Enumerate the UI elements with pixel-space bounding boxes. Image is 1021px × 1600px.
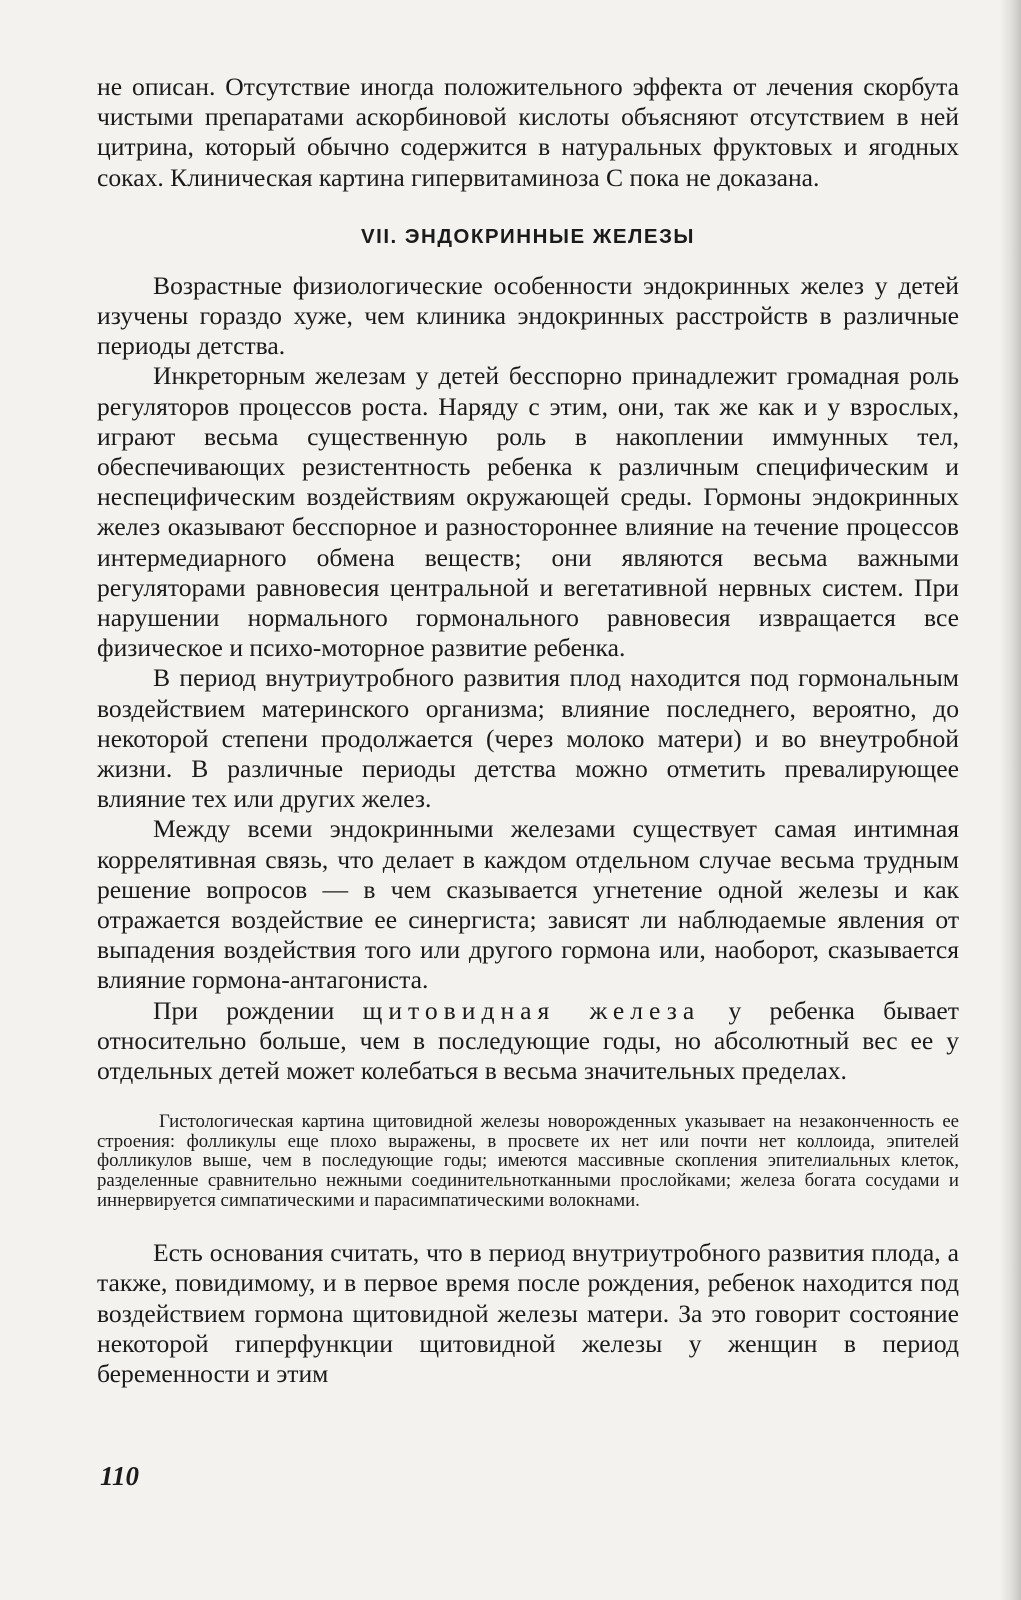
- paragraph-4: Между всеми эндокринными железами существует самая интимная коррелятивная связь, что делает в каждом отдельном случае весьма трудным решение вопросов — в чем сказывается угнетение одной железы и как отражается воздействие ее синергиста; зависят ли наблюдаемые явления от выпадения воздействия того или другого гормона или, наоборот, сказывается влияние гормона-антагониста.: [97, 814, 959, 995]
- paragraph-5: [97, 996, 959, 1087]
- paragraph-5-start: При рождении: [153, 995, 335, 1025]
- paragraph-3: В период внутриутробного развития плод находится под гормональным воздействием материнского организма; влияние последнего, вероятно, до некоторой степени продолжается (через молоко матери) и во внеутробной жизни. В различные периоды детства можно отметить превалирующее влияние тех или других желез.: [97, 663, 959, 814]
- paragraph-1: Возрастные физиологические особенности эндокринных желез у детей изучены гораздо хуже, чем клиника эндокринных расстройств в различные периоды детства.: [97, 270, 959, 361]
- spaced-term-thyroid: щитовидная железа: [362, 995, 701, 1025]
- page-number: 110: [100, 1461, 140, 1491]
- page-body: [97, 72, 959, 1389]
- paragraph-6: Есть основания считать, что в период внутриутробного развития плода, а также, повидимому, и в первое время после рождения, ребенок находится под воздействием гормона щитовидной железы матери. За это говорит состояние некоторой гиперфункции щитовидной железы у женщин в период беременности и этим: [97, 1238, 959, 1389]
- paragraph-5-end: у ребенка бывает относительно больше, чем в последующие годы, но абсолютный вес ее у отдельных детей может колебаться в весьма значительных пределах.: [97, 995, 959, 1086]
- paragraph-2: Инкреторным железам у детей бесспорно принадлежит громадная роль регуляторов процессов роста. Наряду с этим, они, так же как и у взрослых, играют весьма существенную роль в накоплении иммунных тел, обеспечивающих резистентность ребенка к различным специфическим и неспецифическим воздействиям окружающей среды. Гормоны эндокринных желез оказывают бесспорное и разностороннее влияние на течение процессов интермедиарного обмена веществ; они являются весьма важными регуляторами равновесия центральной и вегетативной нервных систем. При нарушении нормального гормонального равновесия извращается все физическое и психо-моторное развитие ребенка.: [97, 361, 959, 663]
- section-heading: VII. ЭНДОКРИННЫЕ ЖЕЛЕЗЫ: [360, 224, 696, 248]
- paragraph-continuation: не описан. Отсутствие иногда положительного эффекта от лечения скорбута чистыми препаратами аскорбиновой кислоты объясняют отсутствием в ней цитрина, который обычно содержится в натуральных фруктовых и ягодных соках. Клиническая картина гипервитаминоза С пока не доказана.: [97, 72, 959, 192]
- small-print-note: Гистологическая картина щитовидной железы новорожденных указывает на незаконченность ее строения: фолликулы еще плохо выражены, в просвете их нет или почти нет коллоида, эпителей фолликулов выше, чем в последующие годы; имеются массивные скопления эпителиальных клеток, разделенные сравнительно нежными соединительнотканными прослойками; железа богата сосудами и иннервируется симпатическими и парасимпатическими волокнами.: [97, 1111, 959, 1211]
- page-edge-shadow: [999, 0, 1021, 1600]
